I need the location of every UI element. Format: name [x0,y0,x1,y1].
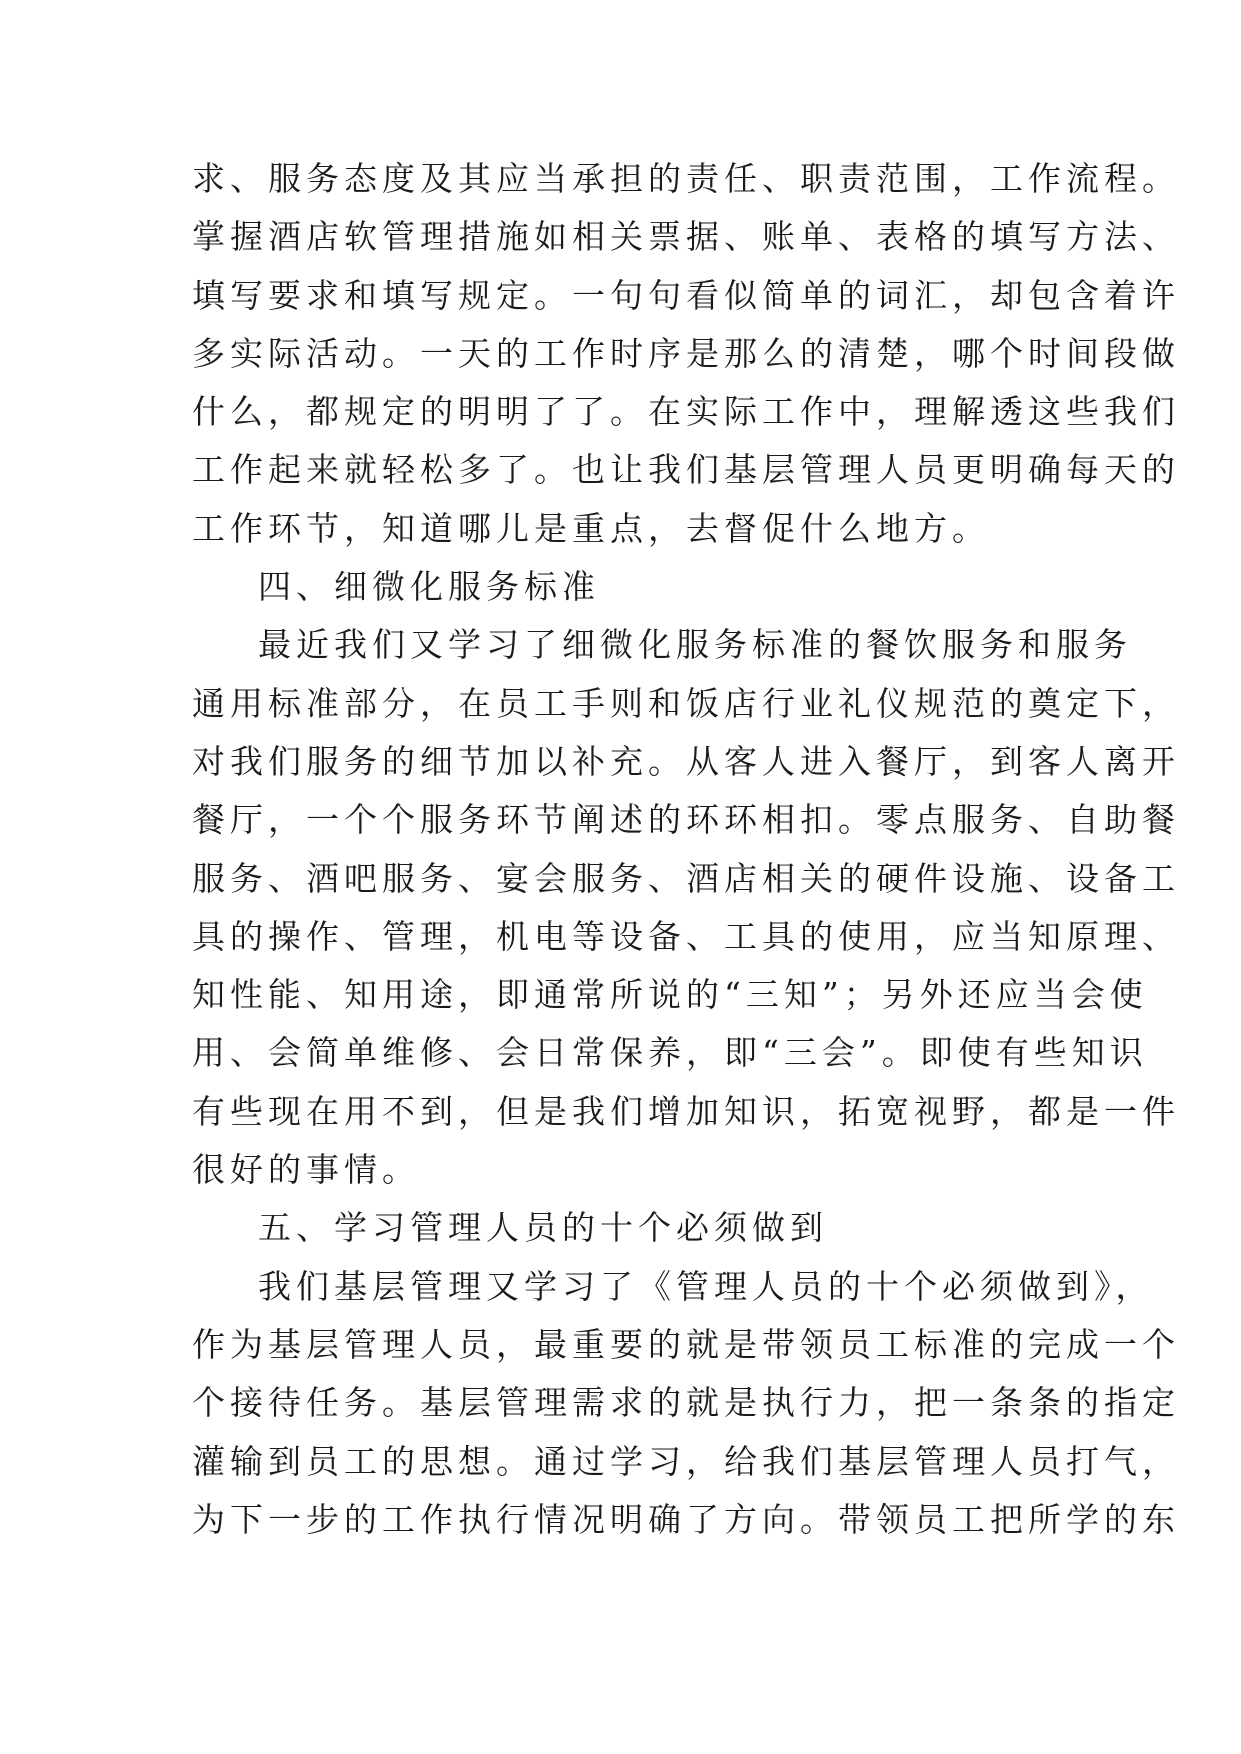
text-line: 作为基层管理人员，最重要的就是带领员工标准的完成一个 [192,1324,1180,1364]
section-heading: 四、细微化服务标准 [258,567,600,607]
text-line: 掌握酒店软管理措施如相关票据、账单、表格的填写方法、 [192,217,1180,257]
text-line: 工作环节，知道哪儿是重点，去督促什么地方。 [192,508,990,548]
text-line: 个接待任务。基层管理需求的就是执行力，把一条条的指定 [192,1383,1180,1423]
text-line: 最近我们又学习了细微化服务标准的餐饮服务和服务 [258,625,1132,665]
text-line: 餐厅，一个个服务环节阐述的环环相扣。零点服务、自助餐 [192,800,1180,840]
text-line: 服务、酒吧服务、宴会服务、酒店相关的硬件设施、设备工 [192,858,1180,898]
text-line: 工作起来就轻松多了。也让我们基层管理人员更明确每天的 [192,450,1180,490]
text-line: 多实际活动。一天的工作时序是那么的清楚，哪个时间段做 [192,333,1180,373]
text-line: 用、会简单维修、会日常保养，即“三会”。即使有些知识 [192,1033,1148,1073]
text-line: 填写要求和填写规定。一句句看似简单的词汇，却包含着许 [192,275,1180,315]
text-line: 很好的事情。 [192,1150,420,1190]
text-line: 知性能、知用途，即通常所说的“三知”；另外还应当会使 [192,975,1148,1015]
body-text [192,150,1180,1549]
text-line: 求、服务态度及其应当承担的责任、职责范围，工作流程。 [192,159,1180,198]
text-line: 通用标准部分，在员工手则和饭店行业礼仪规范的奠定下， [192,683,1180,723]
section-heading: 五、学习管理人员的十个必须做到 [258,1208,828,1248]
text-line: 灌输到员工的思想。通过学习，给我们基层管理人员打气， [192,1441,1180,1481]
text-line: 为下一步的工作执行情况明确了方向。带领员工把所学的东 [192,1499,1180,1539]
text-line: 对我们服务的细节加以补充。从客人进入餐厅，到客人离开 [192,741,1180,781]
text-line: 具的操作、管理，机电等设备、工具的使用，应当知原理、 [192,916,1180,956]
text-line: 有些现在用不到，但是我们增加知识，拓宽视野，都是一件 [192,1091,1180,1131]
text-line: 我们基层管理又学习了《管理人员的十个必须做到》， [258,1266,1154,1306]
text-line: 什么，都规定的明明了了。在实际工作中，理解透这些我们 [192,392,1180,432]
